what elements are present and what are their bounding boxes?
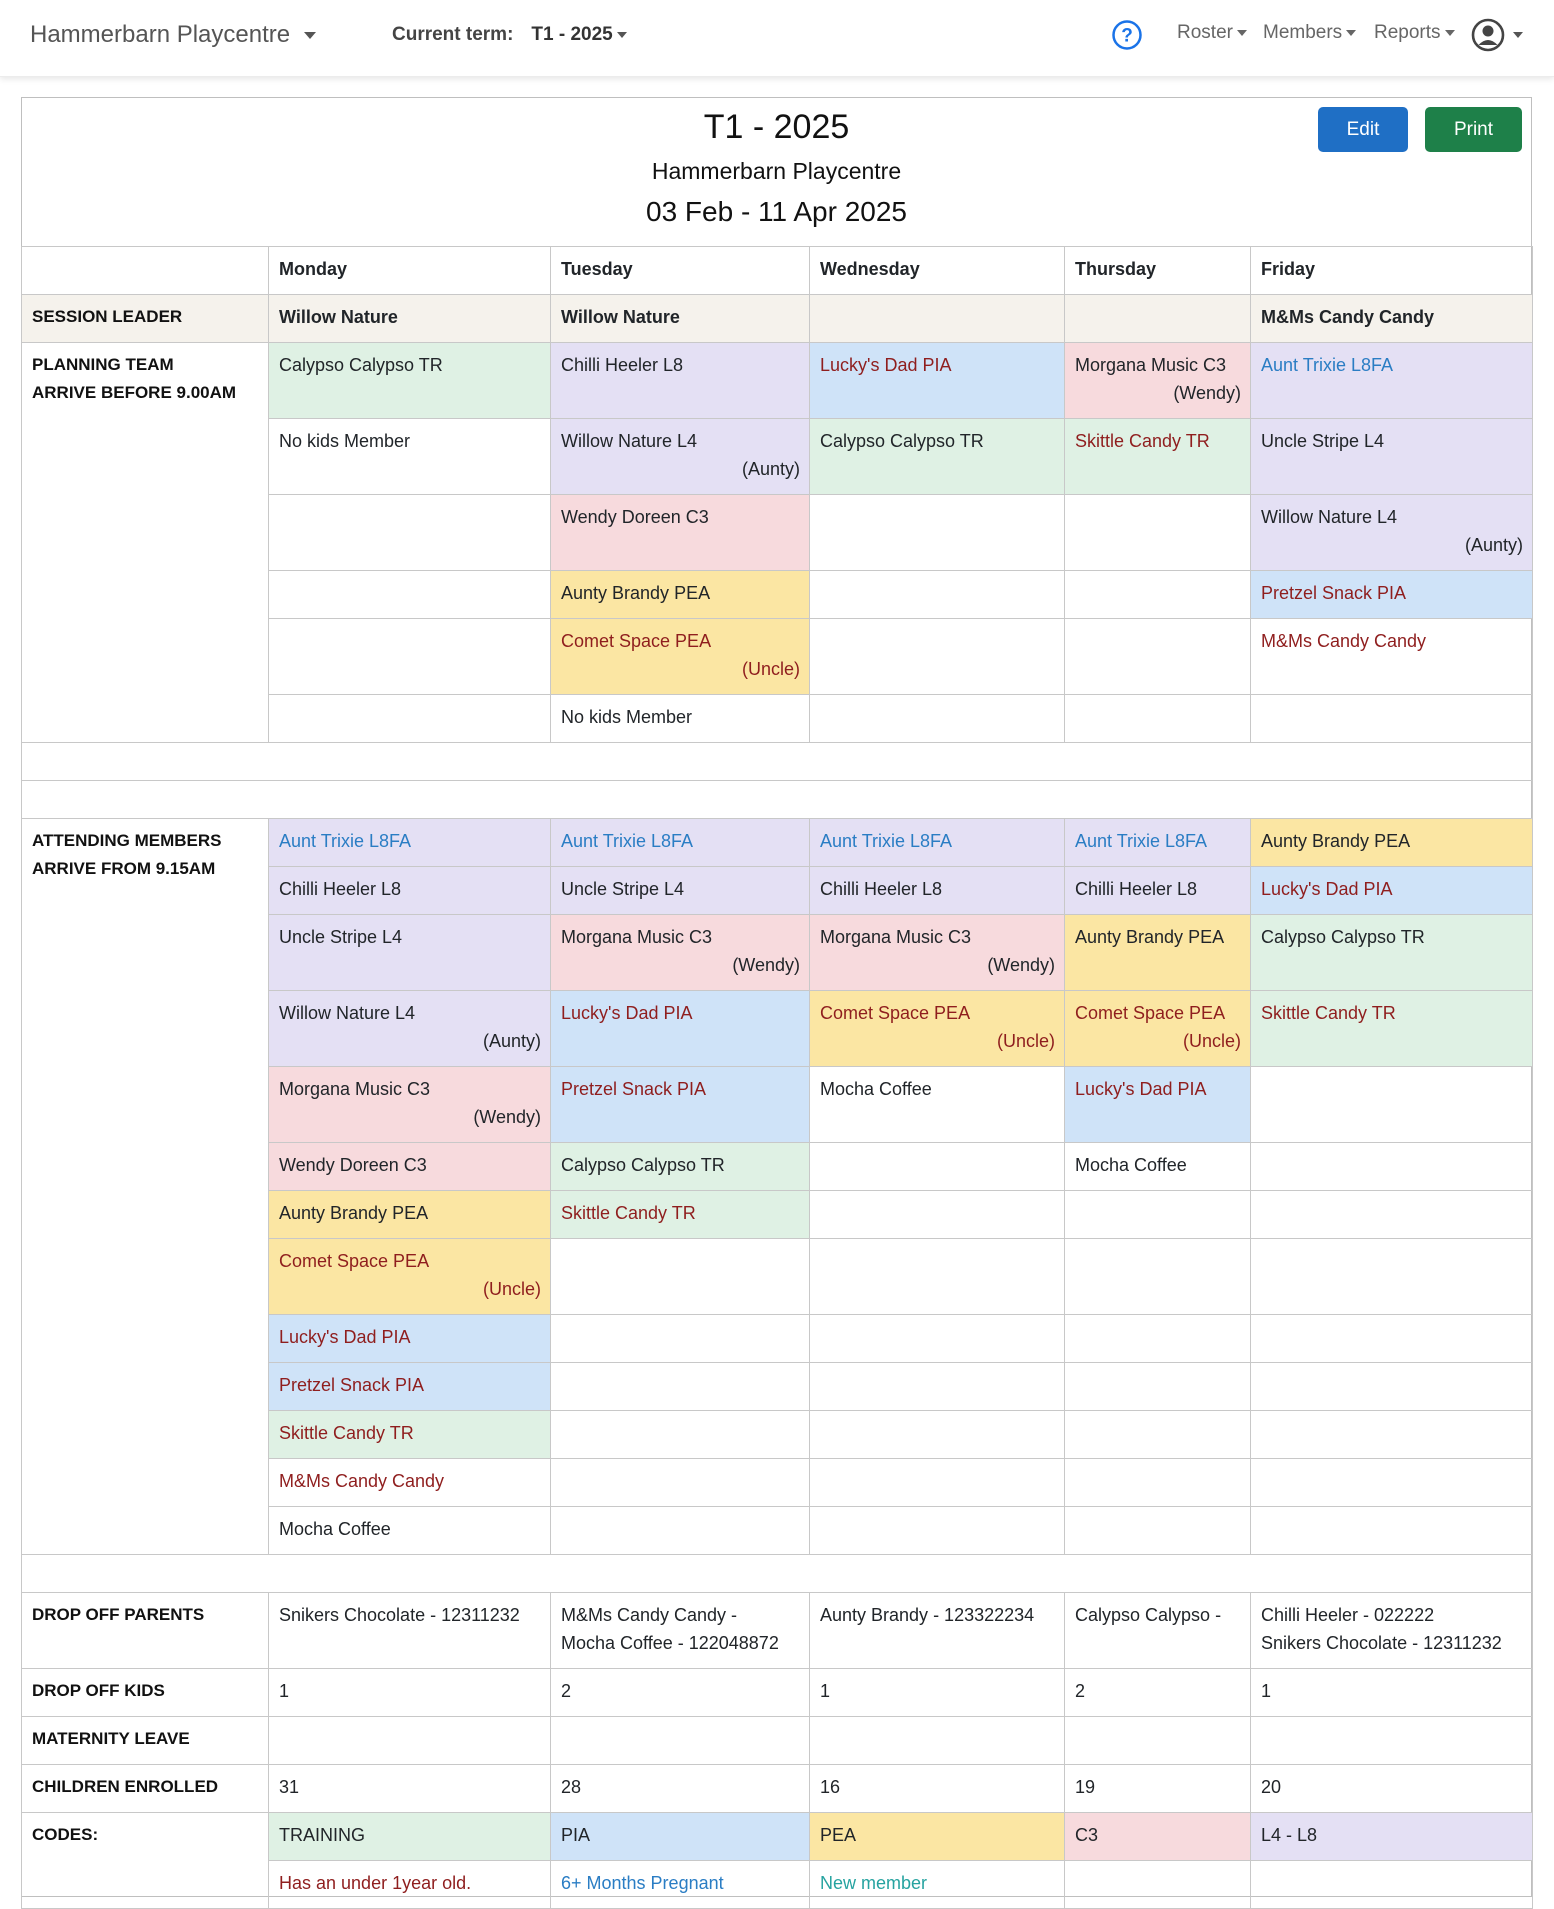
member-name: Aunt Trixie L8FA [1261, 355, 1394, 375]
empty-cell [1065, 1315, 1251, 1363]
member-name: Aunty Brandy PEA [279, 1203, 429, 1223]
children-enrolled-value: 28 [561, 1777, 582, 1797]
drop-off-parents-cell [551, 1593, 810, 1669]
member-name: Pretzel Snack PIA [561, 1079, 707, 1099]
term-selector[interactable] [531, 24, 626, 46]
empty-cell [810, 619, 1065, 695]
member-cell[interactable] [1065, 343, 1251, 419]
empty-cell [1251, 1411, 1533, 1459]
member-cell[interactable] [1251, 915, 1533, 991]
drop-off-kids-value: 1 [1261, 1681, 1272, 1701]
member-name: Aunty Brandy PEA [1261, 831, 1411, 851]
nav-members[interactable] [1263, 22, 1356, 44]
member-cell[interactable] [1251, 991, 1533, 1067]
code-legend-label: PEA [820, 1825, 857, 1845]
member-cell[interactable] [1065, 1067, 1251, 1143]
attending-row [22, 819, 1533, 867]
term-title: T1 - 2025 [703, 108, 850, 146]
member-name: Comet Space PEA [279, 1251, 430, 1271]
empty-cell [810, 571, 1065, 619]
maternity-leave-row [22, 1717, 1533, 1765]
member-name: M&Ms Candy Candy [1261, 631, 1427, 651]
member-name: Chilli Heeler L8 [820, 879, 943, 899]
session-leader-cell[interactable] [551, 295, 810, 343]
member-name: Willow Nature L4 [561, 431, 698, 451]
spacer-cell [22, 743, 1533, 781]
session-leader-cell[interactable] [269, 295, 551, 343]
row-label-text: ARRIVE BEFORE 9.00AM [32, 383, 237, 402]
member-cell[interactable] [269, 343, 551, 419]
member-name: Willow Nature L4 [1261, 507, 1398, 527]
corner-cell [22, 247, 269, 295]
children-enrolled-value: 19 [1075, 1777, 1096, 1797]
row-label [22, 343, 269, 743]
member-cell[interactable] [1251, 867, 1533, 915]
codes-row [22, 1813, 1533, 1861]
empty-cell [1251, 1315, 1533, 1363]
roster-table [21, 246, 1533, 1909]
member-name: Calypso Calypso TR [279, 355, 443, 375]
planning-row [22, 343, 1533, 419]
empty-cell [269, 571, 551, 619]
question-circle-icon[interactable] [1111, 19, 1143, 51]
member-cell[interactable] [1251, 419, 1533, 495]
empty-cell [1065, 619, 1251, 695]
member-name: Aunt Trixie L8FA [1075, 831, 1208, 851]
member-cell[interactable] [1065, 819, 1251, 867]
empty-cell [810, 1411, 1065, 1459]
member-cell[interactable] [269, 419, 551, 495]
member-name: Comet Space PEA [1075, 1003, 1226, 1023]
caret-down-icon [1237, 30, 1247, 36]
member-cell[interactable] [269, 1315, 551, 1363]
row-label [22, 1669, 269, 1717]
member-name: Chilli Heeler L8 [279, 879, 402, 899]
member-cell[interactable] [269, 867, 551, 915]
member-cell[interactable] [551, 819, 810, 867]
day-name: Tuesday [561, 259, 633, 279]
session-leader-name: Willow Nature [561, 307, 680, 327]
row-label-text: PLANNING TEAM [32, 355, 174, 374]
empty-cell [810, 1315, 1065, 1363]
member-relation: (Uncle) [996, 1031, 1055, 1051]
member-name: Morgana Music C3 [279, 1079, 431, 1099]
drop-off-kids-value: 1 [279, 1681, 290, 1701]
row-label-text: CODES: [32, 1825, 99, 1844]
code-legend-cell [1251, 1813, 1533, 1861]
drop-off-parents-cell [269, 1593, 551, 1669]
member-name: Wendy Doreen C3 [561, 507, 709, 527]
member-cell[interactable] [1065, 1143, 1251, 1191]
drop-off-parent: Chilli Heeler - 022222 [1261, 1605, 1435, 1625]
member-cell[interactable] [1251, 495, 1533, 571]
row-label-text: ARRIVE FROM 9.15AM [32, 859, 216, 878]
member-cell[interactable] [551, 1067, 810, 1143]
drop-off-kids-row [22, 1669, 1533, 1717]
member-relation: (Wendy) [1173, 383, 1241, 403]
member-name: Pretzel Snack PIA [1261, 583, 1407, 603]
code-text-legend-cell [551, 1861, 810, 1909]
drop-off-kids-value: 2 [561, 1681, 572, 1701]
children-enrolled-cell [810, 1765, 1065, 1813]
roster-header [22, 98, 1531, 246]
spacer-row [22, 781, 1533, 819]
member-cell[interactable] [269, 991, 551, 1067]
term-value: T1 - 2025 [531, 24, 613, 45]
member-name: Calypso Calypso TR [1261, 927, 1425, 947]
row-label [22, 1717, 269, 1765]
member-name: Skittle Candy TR [561, 1203, 696, 1223]
code-legend-label: PIA [561, 1825, 591, 1845]
empty-cell [1251, 1191, 1533, 1239]
children-enrolled-value: 16 [820, 1777, 841, 1797]
maternity-leave-cell [810, 1717, 1065, 1765]
empty-cell [1065, 1507, 1251, 1555]
member-name: Calypso Calypso TR [820, 431, 984, 451]
drop-off-parents-cell [810, 1593, 1065, 1669]
member-cell[interactable] [1065, 419, 1251, 495]
member-cell[interactable] [269, 1507, 551, 1555]
nav-reports-label: Reports [1374, 22, 1441, 43]
row-label-text: MATERNITY LEAVE [32, 1729, 190, 1748]
empty-cell [810, 1363, 1065, 1411]
empty-cell [1251, 1459, 1533, 1507]
code-text-legend-cell [1251, 1861, 1533, 1909]
member-cell[interactable] [269, 1459, 551, 1507]
caret-down-icon [617, 32, 627, 38]
member-name: Wendy Doreen C3 [279, 1155, 427, 1175]
empty-cell [1065, 1363, 1251, 1411]
member-cell[interactable] [1251, 571, 1533, 619]
nav-members-label: Members [1263, 22, 1343, 43]
drop-off-kids-cell [810, 1669, 1065, 1717]
user-menu[interactable] [1471, 17, 1523, 53]
code-legend-label: L4 - L8 [1261, 1825, 1318, 1845]
member-cell[interactable] [269, 1191, 551, 1239]
member-cell[interactable] [269, 1363, 551, 1411]
member-cell[interactable] [551, 419, 810, 495]
row-label [22, 295, 269, 343]
member-name: Uncle Stripe L4 [1261, 431, 1385, 451]
empty-cell [1065, 695, 1251, 743]
day-name: Thursday [1075, 259, 1157, 279]
day-header-friday [1251, 247, 1533, 295]
member-name: Aunt Trixie L8FA [561, 831, 694, 851]
member-cell[interactable] [810, 419, 1065, 495]
session-leader-cell [1065, 295, 1251, 343]
drop-off-parents-row [22, 1593, 1533, 1669]
member-cell[interactable] [1251, 619, 1533, 695]
day-header-wednesday [810, 247, 1065, 295]
session-leader-name: Willow Nature [279, 307, 398, 327]
drop-off-parent: Calypso Calypso - [1075, 1605, 1222, 1625]
empty-cell [269, 695, 551, 743]
empty-cell [269, 495, 551, 571]
drop-off-kids-value: 1 [820, 1681, 831, 1701]
code-legend-label: TRAINING [279, 1825, 366, 1845]
day-name: Monday [279, 259, 348, 279]
caret-down-icon [304, 32, 316, 39]
empty-cell [810, 1191, 1065, 1239]
empty-cell [1251, 1507, 1533, 1555]
member-cell[interactable] [551, 867, 810, 915]
member-relation: (Wendy) [732, 955, 800, 975]
maternity-leave-cell [1251, 1717, 1533, 1765]
member-cell[interactable] [810, 343, 1065, 419]
code-legend-cell [269, 1813, 551, 1861]
nav-roster[interactable] [1177, 22, 1247, 44]
current-term [392, 24, 627, 46]
member-name: M&Ms Candy Candy [279, 1471, 445, 1491]
empty-cell [551, 1315, 810, 1363]
drop-off-parents-cell [1065, 1593, 1251, 1669]
empty-cell [551, 1507, 810, 1555]
row-label-text: ATTENDING MEMBERS [32, 831, 222, 850]
row-label-text: SESSION LEADER [32, 307, 183, 326]
day-header-thursday [1065, 247, 1251, 295]
svg-text:?: ? [1121, 25, 1133, 47]
member-cell[interactable] [810, 867, 1065, 915]
code-text-legend-label: 6+ Months Pregnant [561, 1873, 724, 1893]
empty-cell [1251, 1067, 1533, 1143]
row-label-text: DROP OFF KIDS [32, 1681, 165, 1700]
empty-cell [551, 1459, 810, 1507]
empty-cell [1251, 1143, 1533, 1191]
member-name: Aunty Brandy PEA [561, 583, 711, 603]
empty-cell [810, 495, 1065, 571]
row-label [22, 819, 269, 1555]
member-name: Uncle Stripe L4 [561, 879, 685, 899]
member-name: Uncle Stripe L4 [279, 927, 403, 947]
member-cell[interactable] [1065, 867, 1251, 915]
user-circle-icon [1471, 18, 1505, 52]
member-name: Willow Nature L4 [279, 1003, 416, 1023]
empty-cell [1251, 695, 1533, 743]
member-cell[interactable] [810, 991, 1065, 1067]
member-name: Aunty Brandy PEA [1075, 927, 1225, 947]
code-text-legend-label: New member [820, 1873, 928, 1893]
member-relation: (Aunty) [1464, 535, 1523, 555]
children-enrolled-value: 31 [279, 1777, 300, 1797]
term-dates: 03 Feb - 11 Apr 2025 [646, 196, 907, 227]
drop-off-parents-cell [1251, 1593, 1533, 1669]
member-cell[interactable] [1065, 915, 1251, 991]
spacer-row [22, 743, 1533, 781]
empty-cell [551, 1239, 810, 1315]
children-enrolled-cell [1251, 1765, 1533, 1813]
day-header-row [22, 247, 1533, 295]
drop-off-parent: Aunty Brandy - 123322234 [820, 1605, 1035, 1625]
spacer-cell [22, 1555, 1533, 1593]
current-term-label: Current term: [392, 24, 514, 45]
member-cell[interactable] [551, 571, 810, 619]
member-cell[interactable] [269, 1143, 551, 1191]
empty-cell [1251, 1239, 1533, 1315]
member-cell[interactable] [269, 1239, 551, 1315]
member-name: Lucky's Dad PIA [561, 1003, 693, 1023]
member-name: Chilli Heeler L8 [1075, 879, 1198, 899]
code-text-legend-cell [1065, 1861, 1251, 1909]
member-name: Pretzel Snack PIA [279, 1375, 425, 1395]
brand-dropdown[interactable] [30, 20, 316, 50]
member-cell[interactable] [551, 343, 810, 419]
member-cell[interactable] [551, 1191, 810, 1239]
member-cell[interactable] [810, 1067, 1065, 1143]
member-relation: (Uncle) [1182, 1031, 1241, 1051]
drop-off-kids-cell [1251, 1669, 1533, 1717]
maternity-leave-cell [269, 1717, 551, 1765]
member-cell[interactable] [551, 915, 810, 991]
day-header-tuesday [551, 247, 810, 295]
brand-name: Hammerbarn Playcentre [30, 21, 291, 48]
member-relation: (Wendy) [473, 1107, 541, 1127]
children-enrolled-value: 20 [1261, 1777, 1282, 1797]
member-name: Comet Space PEA [820, 1003, 971, 1023]
member-name: Aunt Trixie L8FA [279, 831, 412, 851]
centre-name: Hammerbarn Playcentre [651, 158, 902, 184]
member-cell[interactable] [1065, 991, 1251, 1067]
member-cell[interactable] [551, 619, 810, 695]
member-cell[interactable] [551, 1143, 810, 1191]
day-name: Friday [1261, 259, 1316, 279]
drop-off-kids-value: 2 [1075, 1681, 1086, 1701]
code-legend-label: C3 [1075, 1825, 1099, 1845]
day-name: Wednesday [820, 259, 920, 279]
empty-cell [1251, 1363, 1533, 1411]
nav-reports[interactable] [1374, 22, 1455, 44]
drop-off-parent: Snikers Chocolate - 12311232 [279, 1605, 520, 1625]
children-enrolled-cell [551, 1765, 810, 1813]
code-text-legend-label: Has an under 1year old. [279, 1873, 472, 1893]
row-label [22, 1813, 269, 1909]
empty-cell [1065, 571, 1251, 619]
member-cell[interactable] [269, 1067, 551, 1143]
member-name: Lucky's Dad PIA [820, 355, 952, 375]
member-name: Skittle Candy TR [1261, 1003, 1396, 1023]
member-cell[interactable] [269, 915, 551, 991]
member-cell[interactable] [551, 495, 810, 571]
nav-roster-label: Roster [1177, 22, 1233, 43]
empty-cell [269, 619, 551, 695]
print-button[interactable]: Print [1425, 107, 1522, 152]
empty-cell [1065, 1459, 1251, 1507]
children-enrolled-row [22, 1765, 1533, 1813]
member-name: Mocha Coffee [279, 1519, 391, 1539]
member-cell[interactable] [1251, 343, 1533, 419]
edit-button[interactable]: Edit [1318, 107, 1408, 152]
member-name: Mocha Coffee [820, 1079, 932, 1099]
member-cell[interactable] [1251, 819, 1533, 867]
drop-off-kids-cell [269, 1669, 551, 1717]
member-relation: (Uncle) [482, 1279, 541, 1299]
empty-cell [810, 1143, 1065, 1191]
member-name: Lucky's Dad PIA [1075, 1079, 1207, 1099]
caret-down-icon [1445, 30, 1455, 36]
member-name: Aunt Trixie L8FA [820, 831, 953, 851]
member-name: Skittle Candy TR [279, 1423, 414, 1443]
caret-down-icon [1346, 30, 1356, 36]
session-leader-cell[interactable] [1251, 295, 1533, 343]
member-cell[interactable] [269, 1411, 551, 1459]
children-enrolled-cell [1065, 1765, 1251, 1813]
empty-cell [1065, 1239, 1251, 1315]
member-cell[interactable] [551, 991, 810, 1067]
empty-cell [810, 1239, 1065, 1315]
drop-off-parent: Snikers Chocolate - 12311232 [1261, 1633, 1502, 1653]
member-name: Lucky's Dad PIA [279, 1327, 411, 1347]
member-cell[interactable] [269, 819, 551, 867]
spacer-cell [22, 781, 1533, 819]
drop-off-kids-cell [1065, 1669, 1251, 1717]
member-name: No kids Member [279, 431, 411, 451]
member-cell[interactable] [810, 915, 1065, 991]
empty-cell [810, 695, 1065, 743]
drop-off-kids-cell [551, 1669, 810, 1717]
empty-cell [1065, 1191, 1251, 1239]
empty-cell [1065, 495, 1251, 571]
roster-card [21, 97, 1532, 1897]
session-leader-name: M&Ms Candy Candy [1261, 307, 1435, 327]
member-relation: (Aunty) [741, 459, 800, 479]
drop-off-parent: Mocha Coffee - 122048872 [561, 1633, 779, 1653]
member-relation: (Uncle) [741, 659, 800, 679]
session-leader-cell [810, 295, 1065, 343]
code-legend-cell [551, 1813, 810, 1861]
children-enrolled-cell [269, 1765, 551, 1813]
empty-cell [551, 1411, 810, 1459]
member-name: Morgana Music C3 [820, 927, 972, 947]
row-label [22, 1765, 269, 1813]
day-header-monday [269, 247, 551, 295]
row-label [22, 1593, 269, 1669]
session-leader-row [22, 295, 1533, 343]
caret-down-icon [1513, 32, 1523, 38]
member-name: Chilli Heeler L8 [561, 355, 684, 375]
maternity-leave-cell [1065, 1717, 1251, 1765]
row-label-text: DROP OFF PARENTS [32, 1605, 205, 1624]
member-name: Skittle Candy TR [1075, 431, 1210, 451]
member-name: Morgana Music C3 [1075, 355, 1227, 375]
maternity-leave-cell [551, 1717, 810, 1765]
member-cell[interactable] [810, 819, 1065, 867]
row-label-text: CHILDREN ENROLLED [32, 1777, 219, 1796]
spacer-row [22, 1555, 1533, 1593]
member-name: Morgana Music C3 [561, 927, 713, 947]
code-legend-cell [810, 1813, 1065, 1861]
code-legend-cell [1065, 1813, 1251, 1861]
member-name: Calypso Calypso TR [561, 1155, 725, 1175]
member-cell[interactable] [551, 695, 810, 743]
member-relation: (Aunty) [482, 1031, 541, 1051]
code-text-legend-cell [269, 1861, 551, 1909]
code-text-legend-cell [810, 1861, 1065, 1909]
empty-cell [551, 1363, 810, 1411]
member-name: No kids Member [561, 707, 693, 727]
member-name: Mocha Coffee [1075, 1155, 1187, 1175]
drop-off-parent: M&Ms Candy Candy - [561, 1605, 738, 1625]
empty-cell [810, 1459, 1065, 1507]
top-navbar [0, 0, 1554, 77]
member-name: Comet Space PEA [561, 631, 712, 651]
empty-cell [810, 1507, 1065, 1555]
member-name: Lucky's Dad PIA [1261, 879, 1393, 899]
empty-cell [1065, 1411, 1251, 1459]
member-relation: (Wendy) [987, 955, 1055, 975]
